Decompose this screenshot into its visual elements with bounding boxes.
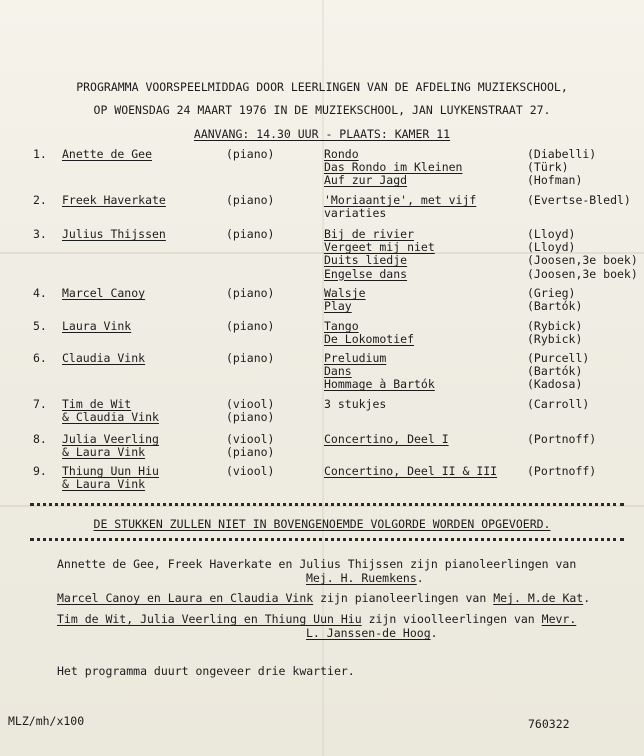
student-names: Annette de Gee, Freek Haverkate en Julius Thijssen: [57, 557, 404, 571]
performer-name: & Laura Vink: [62, 445, 146, 460]
piece-title: Preludium: [324, 351, 387, 365]
composer: (Carroll): [527, 397, 590, 411]
performer-name: Marcel Canoy: [62, 286, 146, 300]
item-number: 3.: [33, 227, 47, 241]
item-number: 9.: [33, 464, 47, 478]
composer: (Rybick): [527, 332, 583, 347]
start-time-row: [0, 128, 644, 141]
piece-title: Das Rondo im Kleinen: [324, 160, 463, 175]
composer: (Portnoff): [527, 432, 597, 446]
note-text: zijn pianoleerlingen van: [403, 557, 577, 571]
piece-title: Hommage à Bartók: [324, 377, 435, 392]
instrument: (piano): [226, 319, 275, 333]
teacher-note-3: [57, 613, 576, 626]
item-number: 4.: [33, 286, 47, 300]
performer-name: Tim de Wit: [62, 397, 132, 411]
teacher-name: Mej. H. Ruemkens: [306, 571, 417, 585]
piece-title: Dans: [324, 364, 352, 379]
performer-name: & Claudia Vink: [62, 410, 159, 425]
piece-title: 'Moriaantje', met vijf: [324, 193, 477, 207]
composer: (Portnoff): [527, 464, 597, 478]
performer-name: Thiung Uun Hiu: [62, 464, 159, 478]
composer: (Bartók): [527, 299, 583, 314]
piece-title: 3 stukjes: [324, 397, 387, 411]
item-number: 7.: [33, 397, 47, 411]
dotted-divider: [30, 538, 624, 541]
teacher-name: Mej. M.de Kat: [493, 591, 584, 605]
dotted-divider: [30, 503, 624, 506]
composer: (Joosen,3e boek): [527, 253, 638, 268]
piece-title: Auf zur Jagd: [324, 173, 408, 188]
piece-title: Play: [324, 299, 352, 314]
composer: (Evertse-Bledl): [527, 193, 631, 207]
performer-name: & Laura Vink: [62, 477, 146, 492]
composer: (Lloyd): [527, 240, 576, 255]
instrument: (viool): [226, 464, 275, 478]
performer-name: Julius Thijssen: [62, 227, 166, 241]
program-date-location: OP WOENSDAG 24 MAART 1976 IN DE MUZIEKSCHOOL, JAN LUYKENSTRAAT 27.: [93, 103, 551, 117]
program-title: PROGRAMMA VOORSPEELMIDDAG DOOR LEERLINGEN VAN DE AFDELING MUZIEKSCHOOL,: [76, 80, 568, 94]
performer-name: Freek Haverkate: [62, 193, 166, 207]
note-text: zijn vioolleerlingen van: [361, 612, 542, 626]
piece-title: Concertino, Deel I: [324, 432, 449, 446]
instrument: (piano): [226, 227, 275, 241]
composer: (Grieg): [527, 286, 576, 300]
composer: (Hofman): [527, 173, 583, 188]
piece-title: variaties: [324, 206, 387, 221]
note-end: .: [430, 626, 438, 640]
order-notice: DE STUKKEN ZULLEN NIET IN BOVENGENOEMDE VOLGORDE WORDEN OPGEVOERD.: [93, 517, 551, 531]
item-number: 5.: [33, 319, 47, 333]
note-end: .: [416, 571, 424, 585]
composer: (Bartók): [527, 364, 583, 379]
performer-name: Julia Veerling: [62, 432, 159, 446]
teacher-note-1: [57, 558, 576, 571]
performer-name: Laura Vink: [62, 319, 132, 333]
composer: (Lloyd): [527, 227, 576, 241]
instrument: (piano): [226, 445, 275, 460]
piece-title: Vergeet mij niet: [324, 240, 435, 255]
student-names: Tim de Wit, Julia Veerling en Thiung Uun Hiu: [57, 612, 362, 626]
instrument: (viool): [226, 432, 275, 446]
piece-title: De Lokomotief: [324, 332, 415, 347]
teacher-name: L. Janssen-de Hoog: [306, 626, 431, 640]
instrument: (piano): [226, 410, 275, 425]
teacher-note-1-cont: [306, 572, 424, 585]
composer: (Diabelli): [527, 147, 597, 161]
instrument: (piano): [226, 286, 275, 300]
item-number: 2.: [33, 193, 47, 207]
composer: (Rybick): [527, 319, 583, 333]
composer: (Joosen,3e boek): [527, 266, 638, 281]
document-number: 760322: [528, 717, 570, 731]
item-number: 8.: [33, 432, 47, 446]
composer: (Purcell): [527, 351, 590, 365]
composer: (Kadosa): [527, 377, 583, 392]
piece-title: Engelse dans: [324, 266, 408, 281]
performer-name: Claudia Vink: [62, 351, 146, 365]
piece-title: Tango: [324, 319, 359, 333]
item-number: 6.: [33, 351, 47, 365]
reference-code: MLZ/mh/x100: [8, 714, 85, 728]
teacher-note-2: [57, 592, 590, 605]
order-notice-row: [0, 518, 644, 531]
piece-title: Duits liedje: [324, 253, 408, 268]
piece-title: Concertino, Deel II & III: [324, 464, 498, 478]
start-time-location: AANVANG: 14.30 UUR - PLAATS: KAMER 11: [193, 127, 451, 141]
instrument: (piano): [226, 351, 275, 365]
piece-title: Bij de rivier: [324, 227, 415, 241]
performer-name: Anette de Gee: [62, 147, 153, 161]
duration-note: Het programma duurt ongeveer drie kwartier.: [57, 664, 355, 678]
note-end: .: [583, 591, 591, 605]
piece-title: Walsje: [324, 286, 366, 300]
student-names: Marcel Canoy en Laura en Claudia Vink: [57, 591, 314, 605]
composer: (Türk): [527, 160, 569, 175]
instrument: (viool): [226, 397, 275, 411]
note-text: zijn pianoleerlingen van: [313, 591, 494, 605]
piece-title: Rondo: [324, 147, 359, 161]
item-number: 1.: [33, 147, 47, 161]
instrument: (piano): [226, 147, 275, 161]
instrument: (piano): [226, 193, 275, 207]
teacher-note-3-cont: [306, 627, 438, 640]
teacher-name: Mevr.: [541, 612, 577, 626]
